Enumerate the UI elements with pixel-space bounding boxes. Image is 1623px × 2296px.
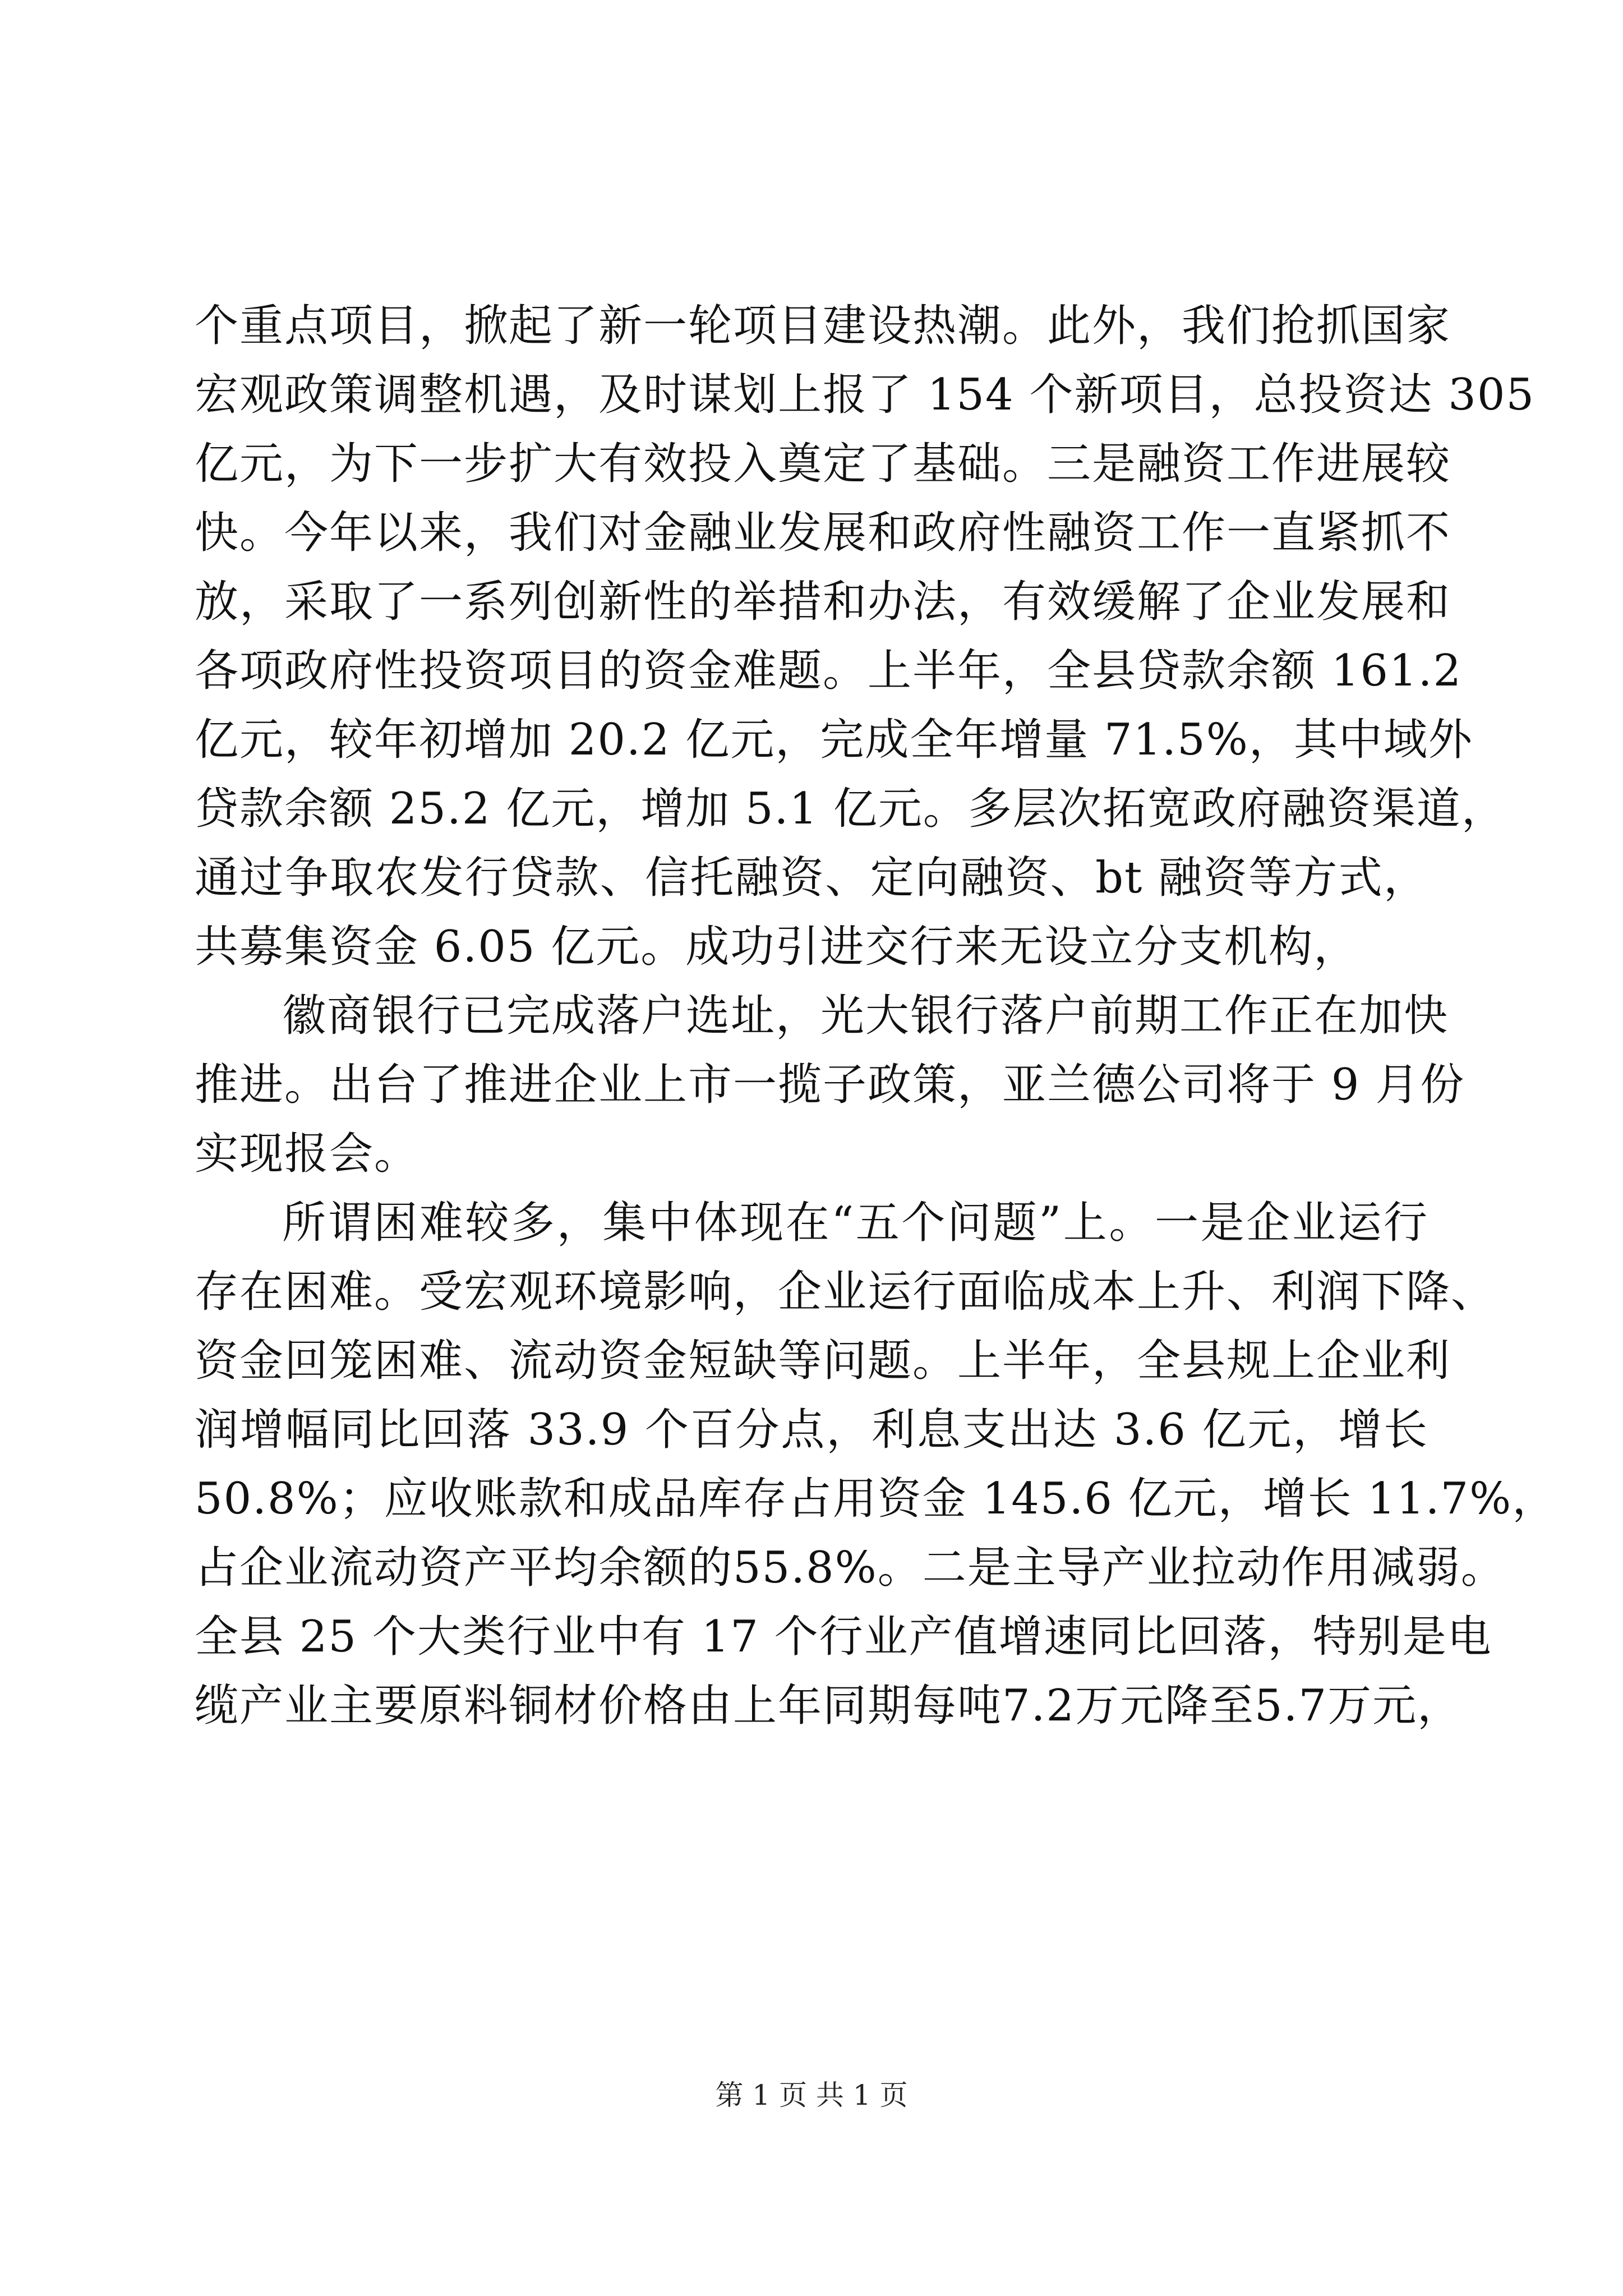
text-line: 全县 25 个大类行业中有 17 个行业产值增速同比回落，特别是电 <box>195 1612 1492 1662</box>
text-line: 贷款余额 25.2 亿元，增加 5.1 亿元。多层次拓宽政府融资渠道， <box>195 784 1506 834</box>
text-line: 润增幅同比回落 33.9 个百分点，利息支出达 3.6 亿元，增长 <box>195 1405 1428 1455</box>
text-line: 通过争取农发行贷款、信托融资、定向融资、bt 融资等方式， <box>195 853 1428 903</box>
page-number-label: 第 1 页 共 1 页 <box>715 2079 908 2111</box>
text-line: 缆产业主要原料铜材价格由上年同期每吨7.2万元降至5.7万元， <box>195 1681 1463 1731</box>
text-line: 各项政府性投资项目的资金难题。上半年，全县贷款余额 161.2 <box>195 646 1463 696</box>
text-line: 占企业流动资产平均余额的55.8%。二是主导产业拉动作用减弱。 <box>195 1543 1506 1593</box>
text-line: 宏观政策调整机遇，及时谋划上报了 154 个新项目，总投资达 305 <box>195 370 1536 420</box>
paragraph-first-line: 所谓困难较多，集中体现在“五个问题”上。一是企业运行 <box>282 1198 1428 1248</box>
text-line: 实现报会。 <box>195 1129 419 1179</box>
text-line: 快。今年以来，我们对金融业发展和政府性融资工作一直紧抓不 <box>195 508 1451 558</box>
text-line: 亿元，较年初增加 20.2 亿元，完成全年增量 71.5%，其中域外 <box>195 715 1473 765</box>
paragraph-first-line: 徽商银行已完成落户选址，光大银行落户前期工作正在加快 <box>282 991 1449 1041</box>
document-body <box>195 292 1557 1741</box>
page-footer <box>0 2078 1623 2112</box>
text-line: 放，采取了一系列创新性的举措和办法，有效缓解了企业发展和 <box>195 577 1451 627</box>
text-line: 50.8%；应收账款和成品库存占用资金 145.6 亿元，增长 11.7%， <box>195 1474 1557 1524</box>
text-line: 共募集资金 6.05 亿元。成功引进交行来无设立分支机构， <box>195 922 1359 972</box>
text-line: 亿元，为下一步扩大有效投入奠定了基础。三是融资工作进展较 <box>195 439 1451 489</box>
text-line: 推进。出台了推进企业上市一揽子政策，亚兰德公司将于 9 月份 <box>195 1060 1465 1110</box>
text-line: 资金回笼困难、流动资金短缺等问题。上半年，全县规上企业利 <box>195 1336 1451 1386</box>
text-line: 个重点项目，掀起了新一轮项目建设热潮。此外，我们抢抓国家 <box>195 301 1451 351</box>
text-line: 存在困难。受宏观环境影响，企业运行面临成本上升、利润下降、 <box>195 1267 1496 1317</box>
